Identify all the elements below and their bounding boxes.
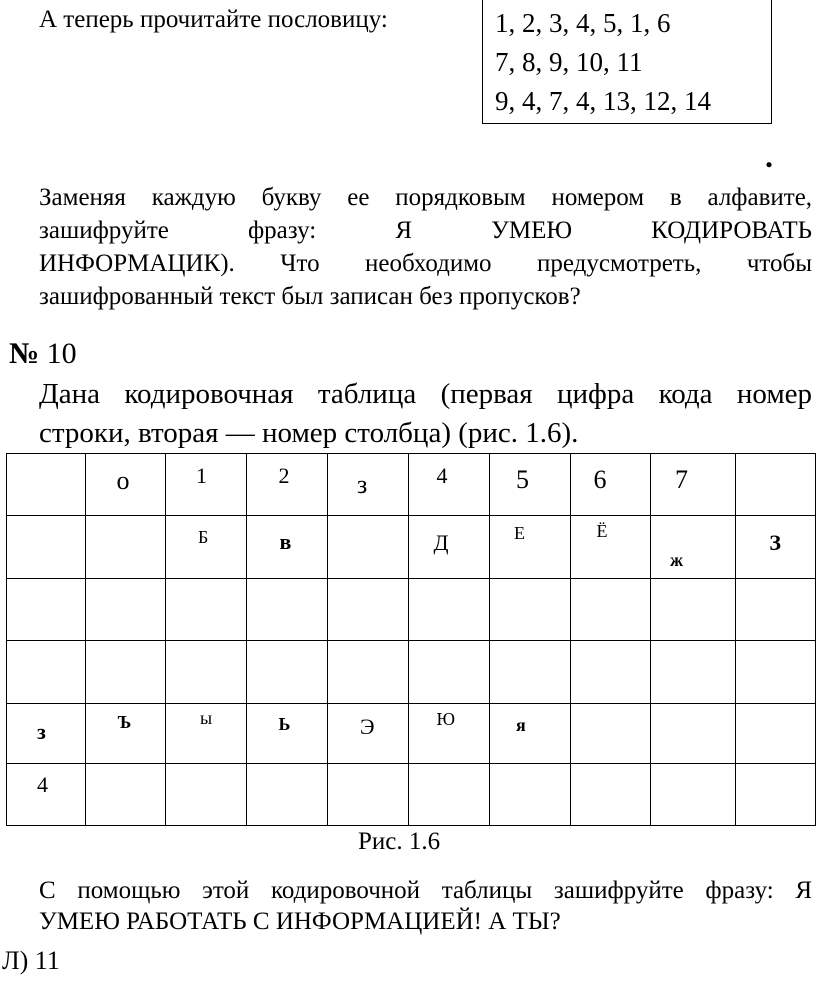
- table-cell: [650, 579, 735, 641]
- table-cell: [85, 516, 166, 579]
- task-number: 10: [46, 337, 77, 370]
- figure-caption: Рис. 1.6: [358, 828, 441, 855]
- table-cell: [571, 579, 651, 641]
- table-row: [7, 764, 816, 826]
- table-cell: ы: [166, 704, 247, 764]
- table-cell: Е: [489, 516, 570, 579]
- table-cell: [327, 516, 408, 579]
- table-cell: [246, 764, 327, 826]
- table-cell: [7, 454, 86, 516]
- number-sign: №: [9, 337, 40, 370]
- table-row: [7, 704, 816, 764]
- table-cell: [246, 641, 327, 704]
- task-line-3: ИНФОРМАЦИК). Что необходимо предусмотреть, чтобы: [39, 250, 813, 277]
- table-cell: [571, 764, 651, 826]
- table-cell: [736, 579, 816, 641]
- table-cell: 7: [650, 454, 735, 516]
- table-cell: 4: [409, 454, 490, 516]
- table-cell: [736, 764, 816, 826]
- table-cell: [736, 641, 816, 704]
- table-cell: Б: [166, 516, 247, 579]
- table-cell: 1: [166, 454, 247, 516]
- table-cell: Ю: [409, 704, 490, 764]
- intro-text: А теперь прочитайте пословицу:: [39, 6, 388, 33]
- table-cell: [166, 579, 247, 641]
- task10-line-1: Дана кодировочная таблица (первая цифра кода номер: [39, 378, 813, 410]
- task10-line-2: строки, вторая — номер столбца) (рис. 1.6).: [39, 417, 579, 449]
- table-cell: [327, 764, 408, 826]
- table-cell: Ё: [571, 516, 651, 579]
- table-cell: в: [246, 516, 327, 579]
- task-line-4: зашифрованный текст был записан без пропусков?: [39, 283, 581, 310]
- table-cell: [489, 641, 570, 704]
- table-cell: З: [736, 516, 816, 579]
- table-row: [7, 641, 816, 704]
- table-cell: 2: [246, 454, 327, 516]
- code-box: [482, 0, 772, 124]
- table-cell: [327, 579, 408, 641]
- table-cell: [571, 641, 651, 704]
- table-cell: [736, 704, 816, 764]
- table-cell: з: [327, 454, 408, 516]
- task-line-2: зашифруйте фразу: Я УМЕЮ КОДИРОВАТЬ: [39, 217, 812, 244]
- code-line-3: 9, 4, 7, 4, 13, 12, 14: [495, 86, 711, 116]
- table-cell: з: [7, 704, 86, 764]
- table-cell: о: [85, 454, 166, 516]
- table-row: [7, 579, 816, 641]
- table-cell: [327, 641, 408, 704]
- table-cell: Э: [327, 704, 408, 764]
- table-cell: [166, 764, 247, 826]
- table-cell: [166, 641, 247, 704]
- table-row: [7, 516, 816, 579]
- table-cell: [7, 516, 86, 579]
- table-cell: ж: [650, 516, 735, 579]
- coding-table: [6, 453, 816, 826]
- table-cell: [7, 579, 86, 641]
- table-cell: 6: [571, 454, 651, 516]
- table-cell: [736, 454, 816, 516]
- table-cell: [85, 764, 166, 826]
- task-line-1: Заменяя каждую букву ее порядковым номером в алфавите,: [39, 184, 813, 211]
- table-cell: Ъ: [85, 704, 166, 764]
- table-cell: я: [489, 704, 570, 764]
- table-cell: [85, 579, 166, 641]
- table-cell: [650, 764, 735, 826]
- table-cell: [409, 579, 490, 641]
- table-cell: [650, 641, 735, 704]
- table-cell: [246, 579, 327, 641]
- final-line-1: С помощью этой кодировочной таблицы зашифруйте фразу: Я: [39, 877, 813, 904]
- table-cell: [85, 641, 166, 704]
- table-cell: [409, 764, 490, 826]
- table-cell: [409, 641, 490, 704]
- code-line-1: 1, 2, 3, 4, 5, 1, 6: [495, 8, 671, 38]
- table-cell: [489, 579, 570, 641]
- dot-mark: .: [765, 138, 773, 174]
- task10-heading: [9, 337, 77, 371]
- table-cell: [571, 704, 651, 764]
- table-cell: [7, 641, 86, 704]
- table-cell: 5: [489, 454, 570, 516]
- table-cell: 4: [7, 764, 86, 826]
- table-cell: [489, 764, 570, 826]
- code-line-2: 7, 8, 9, 10, 11: [495, 47, 643, 77]
- table-cell: Д: [409, 516, 490, 579]
- table-row: [7, 454, 816, 516]
- table-cell: [650, 704, 735, 764]
- table-cell: Ь: [246, 704, 327, 764]
- footer-text: Л) 11: [2, 946, 60, 975]
- final-line-2: УМЕЮ РАБОТАТЬ С ИНФОРМАЦИЕЙ! А ТЫ?: [39, 908, 561, 935]
